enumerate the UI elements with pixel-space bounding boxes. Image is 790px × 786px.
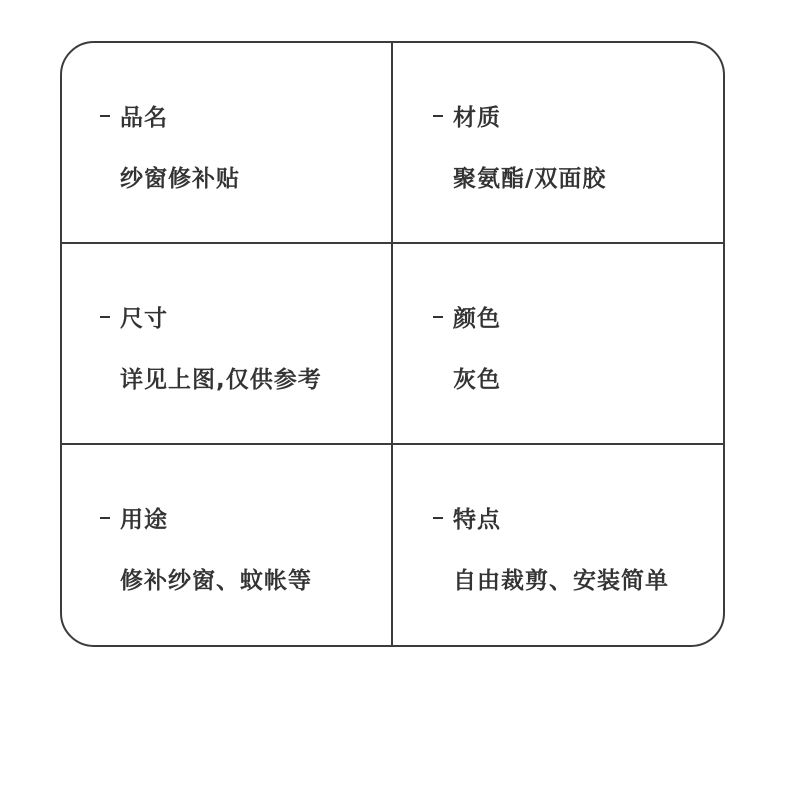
spec-label-row — [100, 99, 168, 132]
spec-label: 品名 — [120, 105, 168, 131]
spec-label: 材质 — [453, 105, 501, 131]
spec-value: 纱窗修补贴 — [120, 166, 240, 192]
spec-label: 颜色 — [453, 306, 501, 332]
dash-icon — [100, 115, 110, 117]
dash-icon — [433, 316, 443, 318]
spec-value: 自由裁剪、安装简单 — [453, 568, 669, 594]
dash-icon — [433, 115, 443, 117]
dash-icon — [433, 517, 443, 519]
spec-label: 尺寸 — [120, 306, 168, 332]
spec-cell-product-name — [62, 43, 393, 244]
spec-label-row — [433, 501, 501, 534]
spec-value: 聚氨酯/双面胶 — [453, 166, 607, 192]
spec-label-row — [433, 99, 501, 132]
spec-value: 灰色 — [453, 367, 501, 393]
spec-value: 详见上图,仅供参考 — [120, 367, 322, 393]
spec-label: 特点 — [453, 507, 501, 533]
product-spec-table — [60, 41, 725, 647]
dash-icon — [100, 517, 110, 519]
spec-label-row — [433, 300, 501, 333]
spec-cell-size — [62, 244, 393, 445]
spec-label-row — [100, 501, 168, 534]
spec-cell-features — [393, 445, 724, 646]
spec-cell-color — [393, 244, 724, 445]
spec-label-row — [100, 300, 168, 333]
spec-label: 用途 — [120, 507, 168, 533]
spec-cell-usage — [62, 445, 393, 646]
spec-value: 修补纱窗、蚊帐等 — [120, 568, 312, 594]
dash-icon — [100, 316, 110, 318]
spec-cell-material — [393, 43, 724, 244]
